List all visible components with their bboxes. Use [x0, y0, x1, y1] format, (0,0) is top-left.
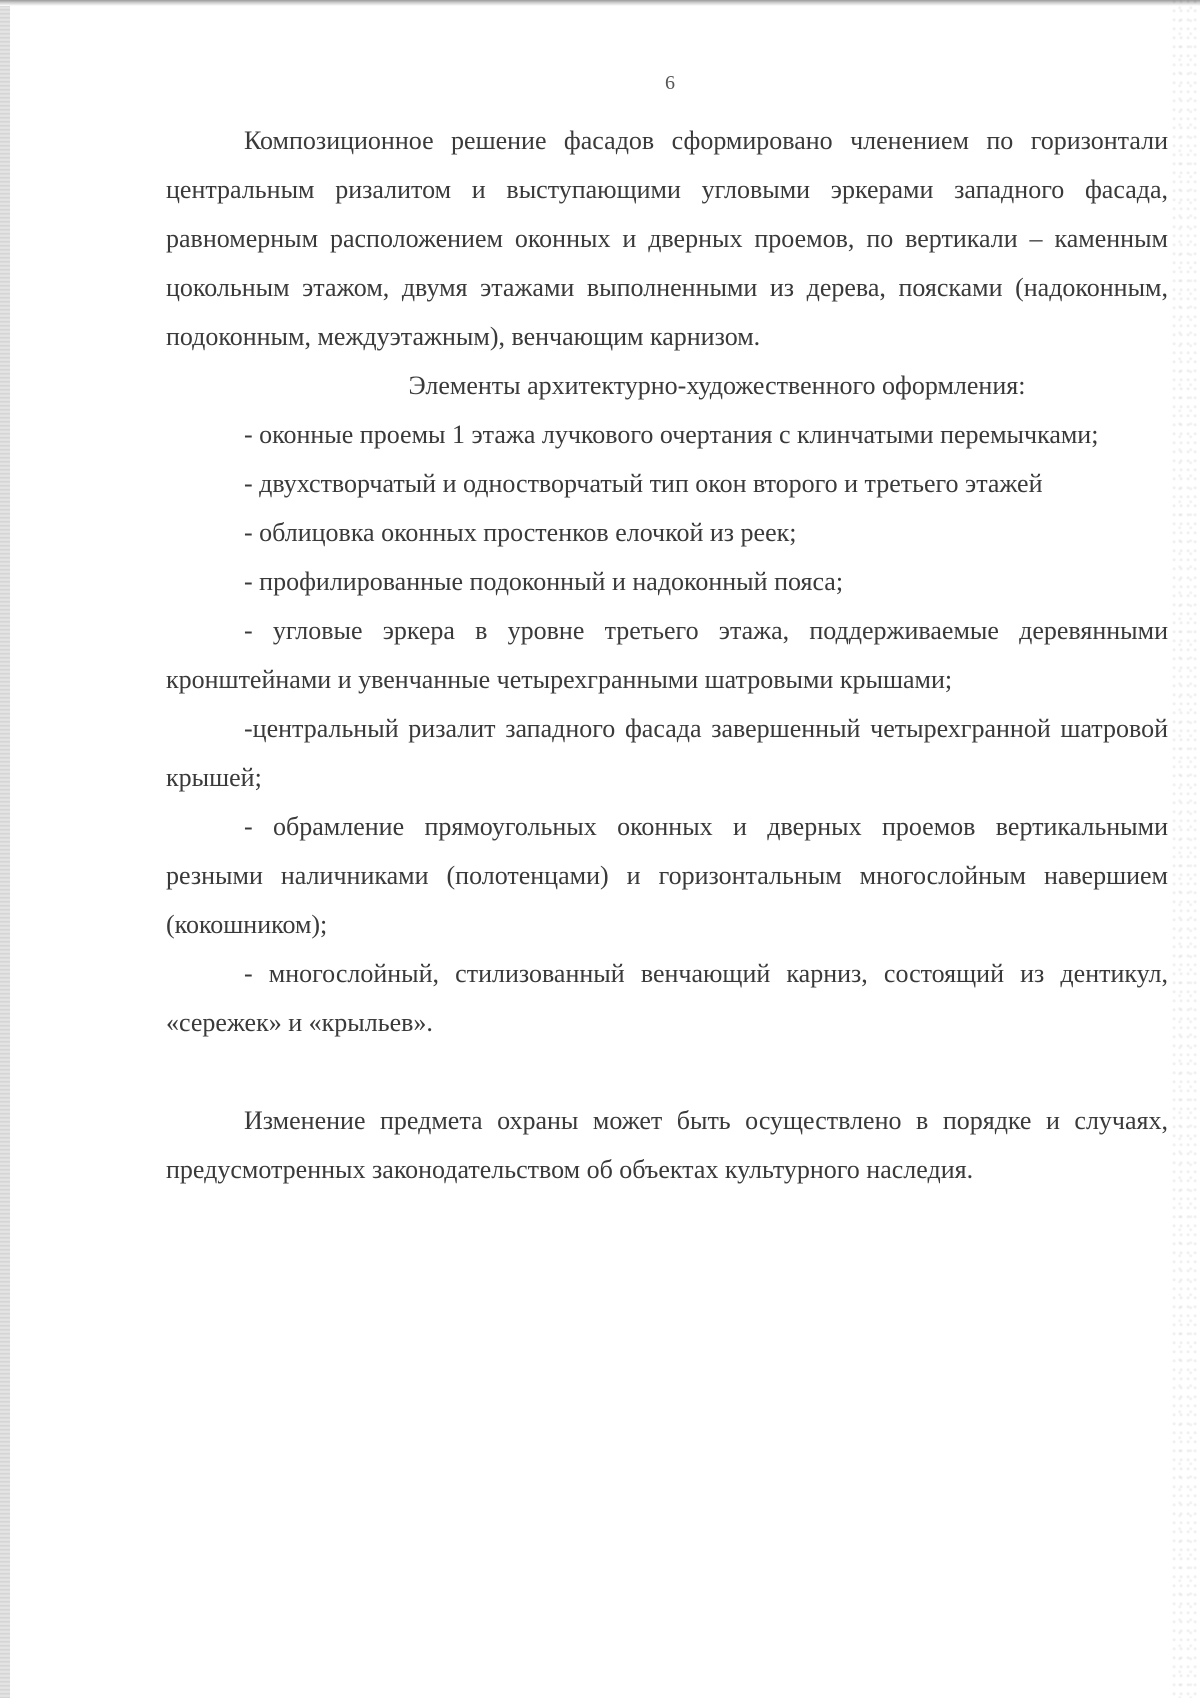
document-body	[166, 116, 1168, 1194]
composition-paragraph: Композиционное решение фасадов сформировано членением по горизонтали центральным ризалитом и выступающими угловыми эркерами западного фасада, равномерным расположением оконных и дверных проемов, по вертикали – каменным цокольным этажом, двумя этажами выполненными из дерева, поясками (надоконным, подоконным, междуэтажным), венчающим карнизом.	[166, 126, 1168, 351]
scan-edge-top	[0, 0, 1200, 6]
list-item: - многослойный, стилизованный венчающий карниз, состоящий из дентикул, «сережек» и «крыльев».	[166, 959, 1168, 1037]
list-item: - облицовка оконных простенков елочкой из реек;	[244, 518, 797, 547]
list-item: - двухстворчатый и одностворчатый тип окон второго и третьего этажей	[244, 469, 1043, 498]
elements-heading: Элементы архитектурно-художественного оформления:	[408, 371, 1026, 400]
list-item: - угловые эркера в уровне третьего этажа, поддерживаемые деревянными кронштейнами и увенчанные четырехгранными шатровыми крышами;	[166, 616, 1168, 694]
scan-speckle-right	[1172, 0, 1200, 1698]
list-item: - оконные проемы 1 этажа лучкового очертания с клинчатыми перемычками;	[244, 420, 1099, 449]
change-note-paragraph: Изменение предмета охраны может быть осуществлено в порядке и случаях, предусмотренных законодательством об объектах культурного наследия.	[166, 1106, 1168, 1184]
list-item: - профилированные подоконный и надоконный пояса;	[244, 567, 844, 596]
scan-edge-left	[0, 0, 10, 1698]
list-item: -центральный ризалит западного фасада завершенный четырехгранной шатровой крышей;	[166, 714, 1168, 792]
list-item: - обрамление прямоугольных оконных и дверных проемов вертикальными резными наличниками (полотенцами) и горизонтальным многослойным навершием (кокошником);	[166, 812, 1168, 939]
page-number: 6	[665, 72, 675, 94]
